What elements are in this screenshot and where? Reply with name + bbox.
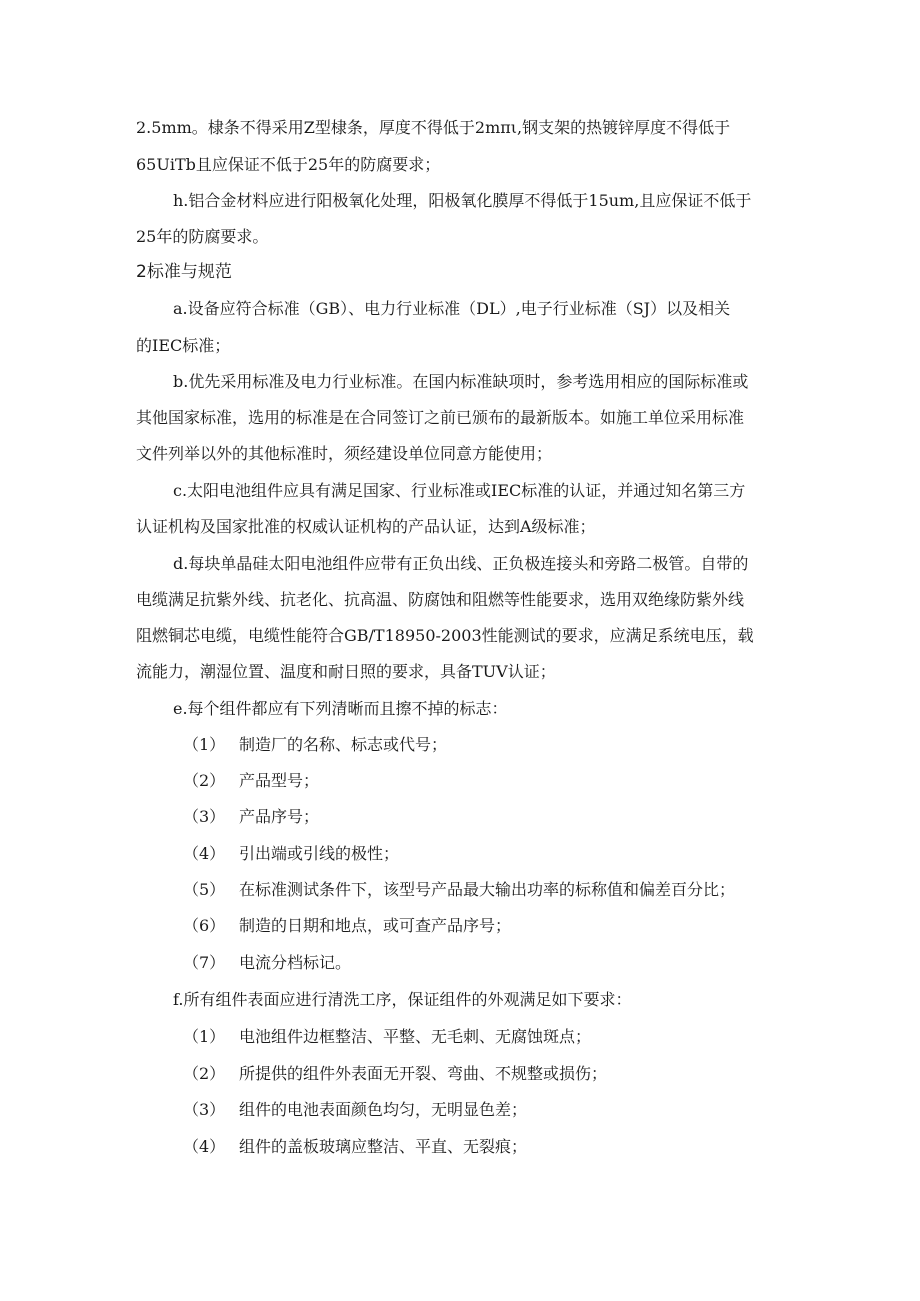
paragraph-line: 文件列举以外的其他标准时，须经建设单位同意方能使用；	[136, 444, 553, 463]
list-item-number: （1）	[183, 1027, 226, 1046]
paragraph-line: 25年的防腐要求。	[136, 227, 269, 246]
paragraph-line: c.太阳电池组件应具有满足国家、行业标准或IEC标准的认证，并通过知名第三方	[173, 481, 746, 500]
paragraph-line: 电缆满足抗紫外线、抗老化、抗高温、防腐蚀和阻燃等性能要求，选用双绝缘防紫外线	[136, 590, 745, 609]
list-item-number: （4）	[183, 1137, 226, 1156]
list-item-text: 制造厂的名称、标志或代号；	[239, 735, 448, 754]
paragraph-line: f.所有组件表面应进行清洗工序，保证组件的外观满足如下要求：	[173, 990, 632, 1009]
paragraph-line: d.每块单晶硅太阳电池组件应带有正负出线、正负极连接头和旁路二极管。自带的	[173, 554, 749, 573]
paragraph-line: 2.5mm。棣条不得采用Z型棣条，厚度不得低于2mπι,钢支架的热镀锌厚度不得低于	[136, 118, 731, 137]
list-item-number: （1）	[183, 735, 226, 754]
list-item-text: 组件的电池表面颜色均匀，无明显色差；	[239, 1100, 528, 1119]
paragraph-line: 阻燃铜芯电缆，电缆性能符合GB/T18950-2003性能测试的要求，应满足系统电压，载	[136, 626, 754, 645]
paragraph-line: 其他国家标准，选用的标准是在合同签订之前已颁布的最新版本。如施工单位采用标准	[136, 408, 745, 427]
list-item-number: （6）	[183, 916, 226, 935]
section-heading: 2标准与规范	[136, 262, 232, 282]
paragraph-line: h.铝合金材料应进行阳极氧化处理，阳极氧化膜厚不得低于15um,且应保证不低于	[173, 191, 752, 210]
paragraph-line: 认证机构及国家批准的权威认证机构的产品认证，达到A级标准；	[136, 517, 596, 536]
paragraph-line: a.设备应符合标准（GB）、电力行业标准（DL）,电子行业标准（SJ）以及相关	[173, 299, 731, 318]
list-item-number: （2）	[183, 771, 226, 790]
list-item-number: （5）	[183, 880, 226, 899]
paragraph-line: 65UiTb且应保证不低于25年的防腐要求；	[136, 155, 441, 174]
list-item-text: 组件的盖板玻璃应整洁、平直、无裂痕；	[239, 1137, 528, 1156]
list-item-text: 电池组件边框整洁、平整、无毛刺、无腐蚀斑点；	[239, 1027, 592, 1046]
list-item-text: 所提供的组件外表面无开裂、弯曲、不规整或损伤；	[239, 1064, 608, 1083]
paragraph-line: e.每个组件都应有下列清晰而且擦不掉的标志：	[173, 699, 508, 718]
list-item-text: 制造的日期和地点，或可查产品序号；	[239, 916, 512, 935]
paragraph-line: b.优先采用标准及电力行业标准。在国内标准缺项时，参考选用相应的国际标准或	[173, 372, 749, 391]
list-item-number: （4）	[183, 844, 226, 863]
list-item-number: （7）	[183, 953, 226, 972]
list-item-text: 引出端或引线的极性；	[239, 844, 400, 863]
list-item-text: 产品型号；	[239, 771, 320, 790]
paragraph-line: 的IEC标准；	[136, 336, 231, 355]
list-item-text: 电流分档标记。	[239, 953, 352, 972]
list-item-number: （2）	[183, 1064, 226, 1083]
list-item-text: 产品序号；	[239, 807, 320, 826]
list-item-number: （3）	[183, 1100, 226, 1119]
list-item-text: 在标准测试条件下，该型号产品最大输出功率的标称值和偏差百分比；	[239, 880, 736, 899]
list-item-number: （3）	[183, 807, 226, 826]
paragraph-line: 流能力，潮湿位置、温度和耐日照的要求，具备TUV认证；	[136, 662, 556, 681]
